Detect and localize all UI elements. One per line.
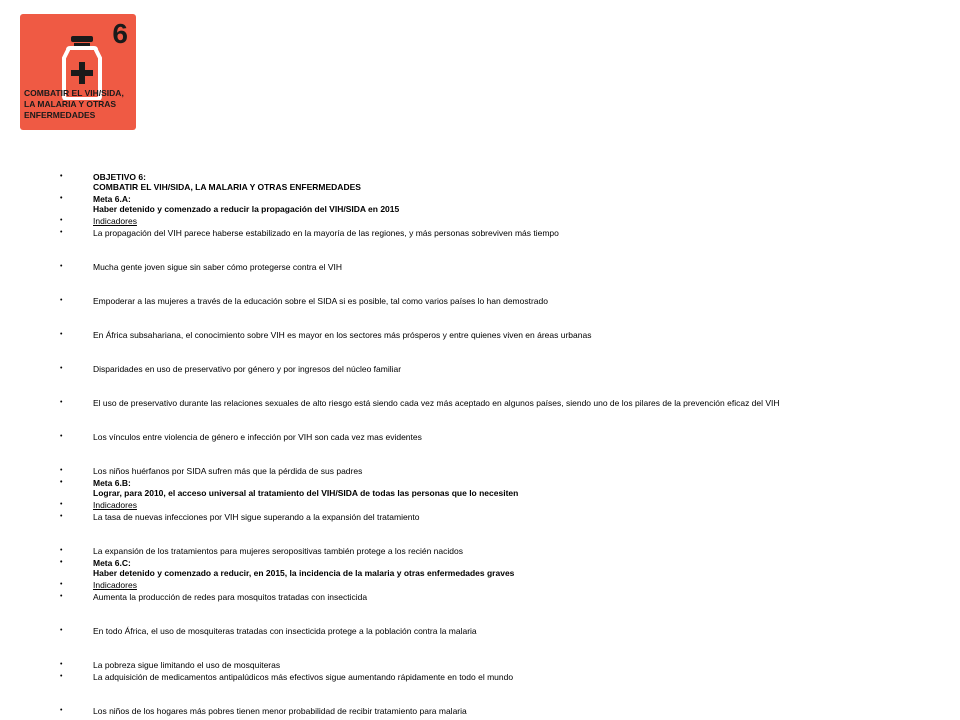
objective-heading: • OBJETIVO 6: COMBATIR EL VIH/SIDA, LA MALARIA Y OTRAS ENFERMEDADES [60,172,950,192]
target-heading: • Meta 6.C: Haber detenido y comenzado a reducir, en 2015, la incidencia de la malaria y otras enfermedades graves [60,558,950,578]
list-item: • Empoderar a las mujeres a través de la educación sobre el SIDA si es posible, tal como varios países lo han demostrado [60,296,548,306]
target-description: Haber detenido y comenzado a reducir, en 2015, la incidencia de la malaria y otras enfermedades graves [93,568,515,578]
goal-caption-line: ENFERMEDADES [24,110,96,120]
target-heading: • Meta 6.B: Lograr, para 2010, el acceso universal al tratamiento del VIH/SIDA de todas las personas que lo necesiten [60,478,950,498]
goal-caption [24,88,134,121]
list-item: • Los niños huérfanos por SIDA sufren más que la pérdida de sus padres [60,466,363,476]
goal-caption-line: LA MALARIA Y OTRAS [24,99,117,109]
list-item: • El uso de preservativo durante las relaciones sexuales de alto riesgo está siendo cada vez más aceptado en algunos países, siendo uno de los pilares de la prevención eficaz del VIH [60,398,780,408]
list-item: • Los niños de los hogares más pobres tienen menor probabilidad de recibir tratamiento para malaria [60,706,467,716]
target-description: Haber detenido y comenzado a reducir la propagación del VIH/SIDA en 2015 [93,204,400,214]
goal-caption-line: COMBATIR EL VIH/SIDA, [24,88,124,98]
objective-title: COMBATIR EL VIH/SIDA, LA MALARIA Y OTRAS ENFERMEDADES [93,182,361,192]
list-item: • En África subsahariana, el conocimiento sobre VIH es mayor en los sectores más prósperos y entre quienes viven en áreas urbanas [60,330,592,340]
indicators-link[interactable]: • Indicadores [60,580,137,590]
indicators-link[interactable]: • Indicadores [60,500,137,510]
target-heading: • Meta 6.A: Haber detenido y comenzado a reducir la propagación del VIH/SIDA en 2015 [60,194,950,214]
list-item: • La pobreza sigue limitando el uso de mosquiteras [60,660,281,670]
list-item: • La adquisición de medicamentos antipalúdicos más efectivos sigue aumentando rápidamente en todo el mundo [60,672,514,682]
list-item: • La expansión de los tratamientos para mujeres seropositivas también protege a los recién nacidos [60,546,463,556]
list-item: • En todo África, el uso de mosquiteras tratadas con insecticida protege a la población contra la malaria [60,626,477,636]
list-item: • Mucha gente joven sigue sin saber cómo protegerse contra el VIH [60,262,342,272]
list-item: • Los vínculos entre violencia de género e infección por VIH son cada vez mas evidentes [60,432,422,442]
goal-content-list [60,172,950,718]
target-description: Lograr, para 2010, el acceso universal al tratamiento del VIH/SIDA de todas las personas que lo necesiten [93,488,519,498]
list-item: • Aumenta la producción de redes para mosquitos tratadas con insecticida [60,592,368,602]
indicators-link[interactable]: • Indicadores [60,216,137,226]
list-item: • Disparidades en uso de preservativo por género y por ingresos del núcleo familiar [60,364,402,374]
goal-6-badge [20,14,136,130]
goal-number: 6 [112,18,128,49]
list-item: • La propagación del VIH parece haberse estabilizado en la mayoría de las regiones, y más personas sobreviven más tiempo [60,228,559,238]
list-item: • La tasa de nuevas infecciones por VIH sigue superando a la expansión del tratamiento [60,512,420,522]
